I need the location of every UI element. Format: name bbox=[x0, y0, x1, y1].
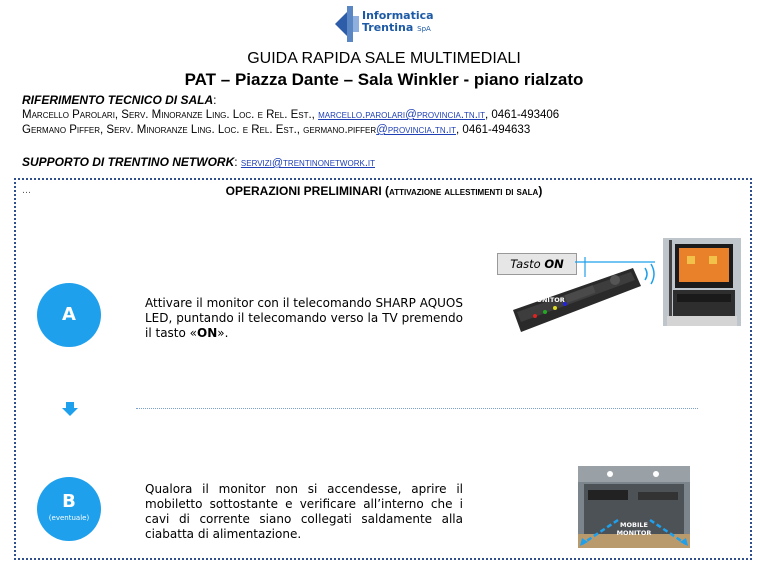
step-a-text: Attivare il monitor con il telecomando SHARP AQUOS LED, puntando il telecomando verso la TV premendo il tasto «ON». bbox=[145, 296, 463, 340]
logo-text: Informatica Trentina SpA bbox=[362, 9, 434, 34]
email-link-piffer[interactable]: @provincia.tn.it bbox=[376, 124, 457, 136]
step-b-text: Qualora il monitor non si accendesse, aprire il mobiletto sottostante e verificare all’interno che i cavi di corrente siano collegati saldamente alla ciabatta di alimentazione. bbox=[145, 482, 463, 541]
down-arrow-icon bbox=[62, 402, 78, 416]
riferimento-heading: RIFERIMENTO TECNICO DI SALA: bbox=[22, 93, 217, 107]
tv-icon bbox=[663, 238, 741, 326]
email-link-parolari[interactable]: marcello.parolari@provincia.tn.it bbox=[318, 109, 485, 121]
operations-title: OPERAZIONI PRELIMINARI (attivazione allestimenti di sala) bbox=[225, 184, 543, 198]
contact-line-1: Marcello Parolari, Serv. Minoranze Ling. Loc. e Rel. Est., marcello.parolari@provincia.tn.it, 0461-493406 bbox=[22, 109, 560, 121]
tasto-on-callout: Tasto ON bbox=[497, 253, 577, 275]
tv-monitor-image bbox=[663, 238, 741, 326]
step-a-badge: A bbox=[37, 283, 101, 347]
ellipsis-marker: … bbox=[22, 186, 31, 196]
remote-label: …LE MONITOR bbox=[530, 288, 565, 304]
document-title: GUIDA RAPIDA SALE MULTIMEDIALI bbox=[247, 50, 521, 67]
step-b-badge: B (eventuale) bbox=[37, 477, 101, 541]
email-link-servizi[interactable]: servizi@trentinonetwork.it bbox=[240, 157, 375, 169]
contact-line-2: Germano Piffer, Serv. Minoranze Ling. Loc. e Rel. Est., germano.piffer@provincia.tn.it, 0461-494633 bbox=[22, 124, 531, 136]
cabinet-label: MOBILE MONITOR bbox=[616, 521, 652, 537]
document-subtitle: PAT – Piazza Dante – Sala Winkler - piano rialzato bbox=[184, 70, 584, 89]
step-separator bbox=[136, 408, 698, 409]
supporto-heading: SUPPORTO DI TRENTINO NETWORK: servizi@trentinonetwork.it bbox=[22, 155, 375, 169]
remote-control-icon bbox=[505, 258, 665, 348]
